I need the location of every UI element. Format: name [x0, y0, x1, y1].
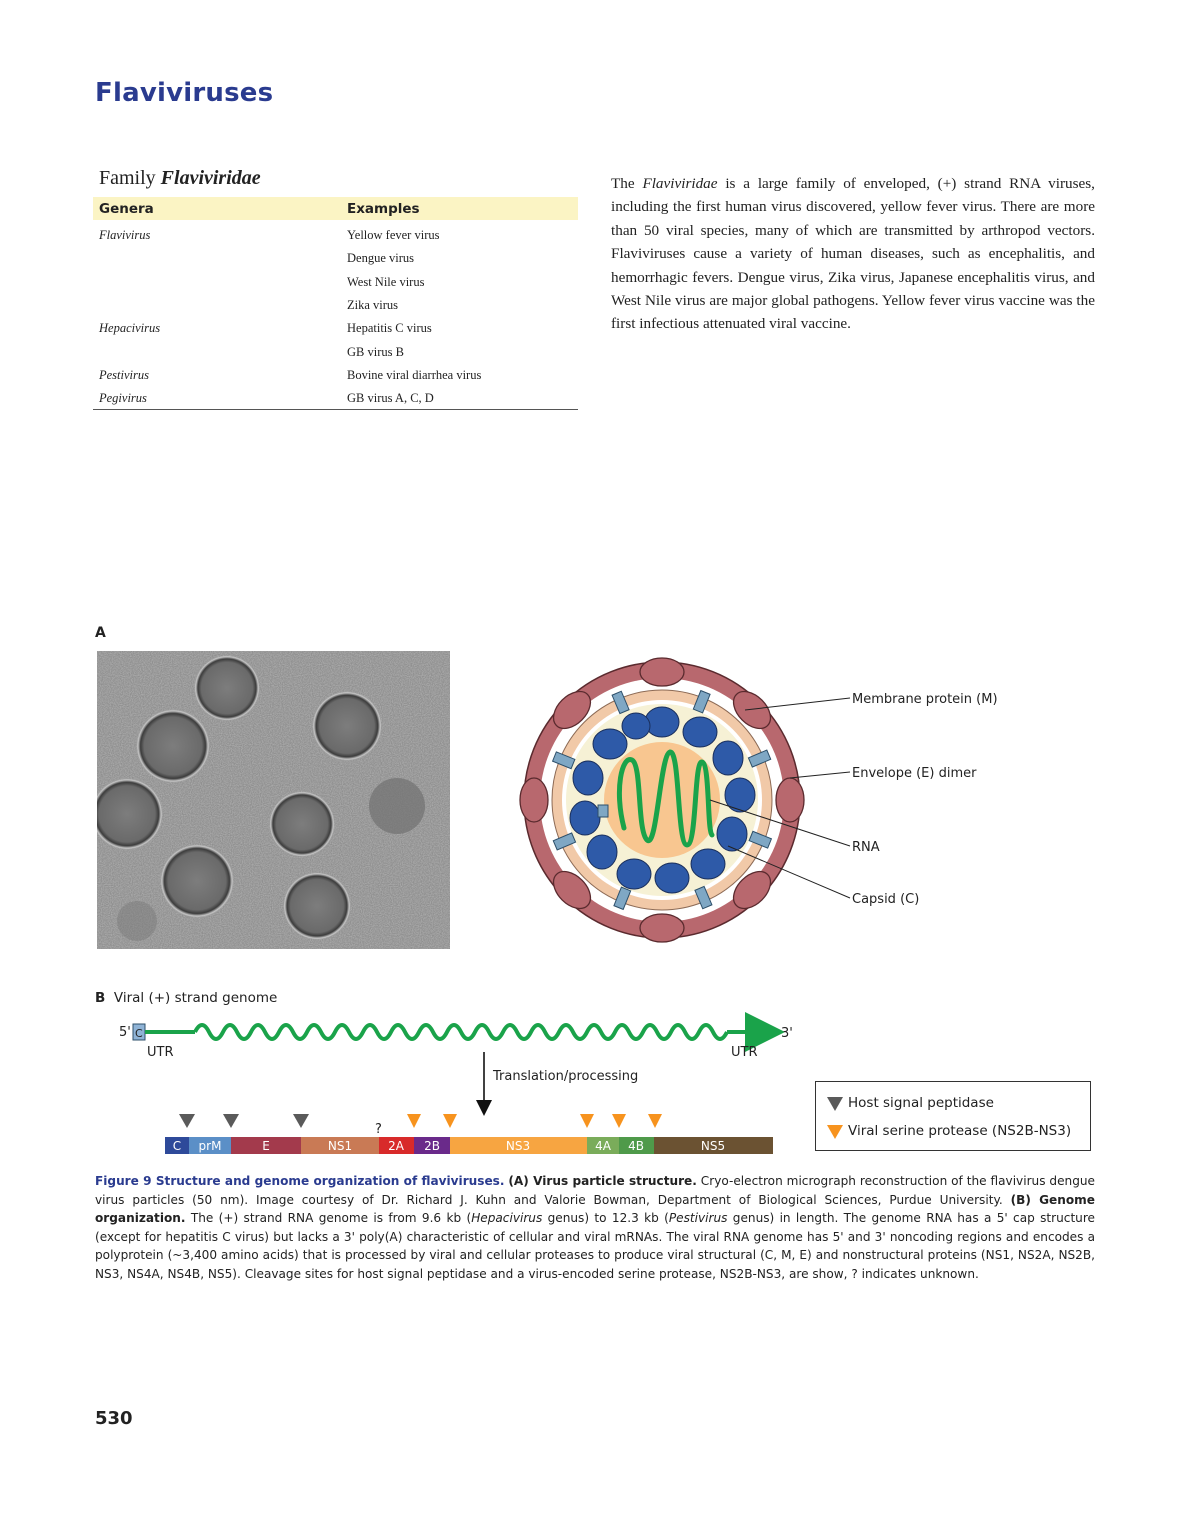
table-row	[93, 364, 578, 387]
segment-label: NS3	[505, 1139, 531, 1153]
cap-label: C	[135, 1027, 143, 1040]
legend-viral-label: Viral serine protease (NS2B-NS3)	[848, 1123, 1072, 1139]
table-row	[93, 247, 578, 270]
viral-marker	[612, 1114, 626, 1128]
table-row	[93, 317, 578, 340]
panel-b-label: B	[95, 990, 106, 1006]
page-number: 530	[95, 1408, 133, 1429]
segment-label: 4B	[628, 1139, 644, 1153]
rna-cap	[598, 805, 608, 817]
table-row	[93, 271, 578, 294]
viral-marker	[648, 1114, 662, 1128]
caption-a-title: (A) Virus particle structure.	[508, 1174, 697, 1188]
example-cell: GB virus A, C, D	[347, 391, 434, 406]
utr-left-label: UTR	[147, 1045, 174, 1060]
label-capsid: Capsid (C)	[852, 892, 920, 907]
segment-label: NS5	[700, 1139, 726, 1153]
table-row	[93, 224, 578, 247]
cleavage-legend	[815, 1081, 1091, 1151]
genus-cell: Pegivirus	[99, 391, 147, 406]
three-prime-label: 3'	[781, 1026, 793, 1041]
label-rna: RNA	[852, 840, 880, 855]
viral-marker	[580, 1114, 594, 1128]
example-cell: West Nile virus	[347, 274, 425, 289]
figure-caption: Figure 9 Structure and genome organization of flaviviruses. (A) Virus particle structure. Cryo-electron micrograph reconstruction of the flavivirus dengue virus particles (50 nm). Image courtesy of Dr. Richard J. Kuhn and Valorie Bowman, Department of Biological Sciences, Purdue University. (B) Genome organization. The (+) strand RNA genome is from 9.6 kb (Hepacivirus genus) to 12.3 kb (Pestivirus genus) in length. The genome RNA has a 5' cap structure (except for hepatitis C virus) but lacks a 3' poly(A) characteristic of cellular and viral mRNAs. The viral RNA genome has 5' and 3' noncoding regions and encodes a polyprotein (~3,400 amino acids) that is processed by viral and cellular proteases to produce viral structural (C, M, E) and nonstructural proteins (NS1, NS2A, NS2B, NS3, NS4A, NS4B, NS5). Cleavage sites for host signal peptidase and a virus-encoded serine protease, NS2B-NS3, are show, ? indicates unknown.	[95, 1174, 1095, 1281]
example-cell: GB virus B	[347, 344, 404, 359]
host-marker	[293, 1114, 309, 1128]
panel-b-heading	[95, 990, 277, 1006]
figure-label: Figure 9 Structure and genome organization of flaviviruses.	[95, 1174, 505, 1188]
virus-particle-diagram	[500, 650, 1060, 950]
unknown-mark: ?	[375, 1122, 382, 1137]
panel-a-label: A	[95, 625, 106, 641]
segment-label: 4A	[595, 1139, 611, 1153]
table-row	[93, 387, 578, 410]
segment-label: C	[172, 1139, 182, 1153]
example-cell: Zika virus	[347, 298, 399, 313]
header-genera: Genera	[99, 200, 154, 217]
rna-wave	[195, 1025, 727, 1039]
host-cleavage-markers	[179, 1114, 309, 1128]
segment-label: 2B	[424, 1139, 440, 1153]
table-row	[93, 340, 578, 363]
polyprotein	[165, 1137, 773, 1154]
segment-label: 2A	[388, 1139, 404, 1153]
legend-host-label: Host signal peptidase	[848, 1095, 994, 1111]
family-italic: Flaviviridae	[642, 175, 718, 192]
family-heading	[99, 167, 261, 190]
page-title: Flaviviruses	[95, 78, 274, 108]
example-cell: Yellow fever virus	[347, 228, 440, 243]
genus-cell: Hepacivirus	[99, 321, 161, 336]
intro-paragraph: The Flaviviridae is a large family of enveloped, (+) strand RNA viruses, including the first human virus discovered, yellow fever virus. There are more than 50 viral species, many of which are transmitted by arthropod vectors. Flaviviruses cause a variety of human diseases, such as encephalitis, and hemorrhagic fevers. Dengue virus, Zika virus, Japanese encephalitis virus, and West Nile virus are major global pathogens. Yellow fever virus vaccine was the first infectious attenuated viral vaccine.	[611, 175, 1095, 333]
segment-label: NS1	[327, 1139, 353, 1153]
header-examples: Examples	[347, 200, 420, 217]
label-envelope-dimer: Envelope (E) dimer	[852, 766, 977, 781]
utr-right-label: UTR	[731, 1045, 758, 1060]
host-peptidase-icon	[826, 1094, 844, 1112]
example-cell: Hepatitis C virus	[347, 321, 432, 336]
legend-host	[826, 1094, 994, 1112]
cryo-em-micrograph	[97, 651, 450, 949]
micrograph-image	[97, 651, 450, 949]
example-cell: Bovine viral diarrhea virus	[347, 367, 482, 382]
viral-protease-icon	[826, 1122, 844, 1140]
host-marker	[179, 1114, 195, 1128]
segment-label: E	[262, 1139, 270, 1153]
viral-cleavage-markers	[407, 1114, 662, 1128]
genus-cell: Flavivirus	[99, 228, 151, 243]
viral-marker	[443, 1114, 457, 1128]
panel-b-title: Viral (+) strand genome	[113, 990, 278, 1006]
table-bottom-rule	[93, 409, 578, 410]
table-row	[93, 294, 578, 317]
label-membrane-protein: Membrane protein (M)	[852, 692, 998, 707]
family-label: Family	[99, 167, 156, 189]
segment-label: prM	[198, 1139, 222, 1153]
genome-diagram	[95, 1010, 815, 1160]
legend-viral	[826, 1122, 1071, 1140]
five-prime-label: 5'	[119, 1025, 131, 1040]
viral-marker	[407, 1114, 421, 1128]
genera-table	[93, 197, 578, 410]
host-marker	[223, 1114, 239, 1128]
caption-b-title: (B) Genome organization.	[95, 1192, 1095, 1225]
table-header	[93, 197, 578, 220]
family-name: Flaviviridae	[160, 167, 261, 189]
translation-label: Translation/processing	[493, 1069, 639, 1084]
genus-cell: Pestivirus	[99, 367, 149, 382]
example-cell: Dengue virus	[347, 251, 414, 266]
